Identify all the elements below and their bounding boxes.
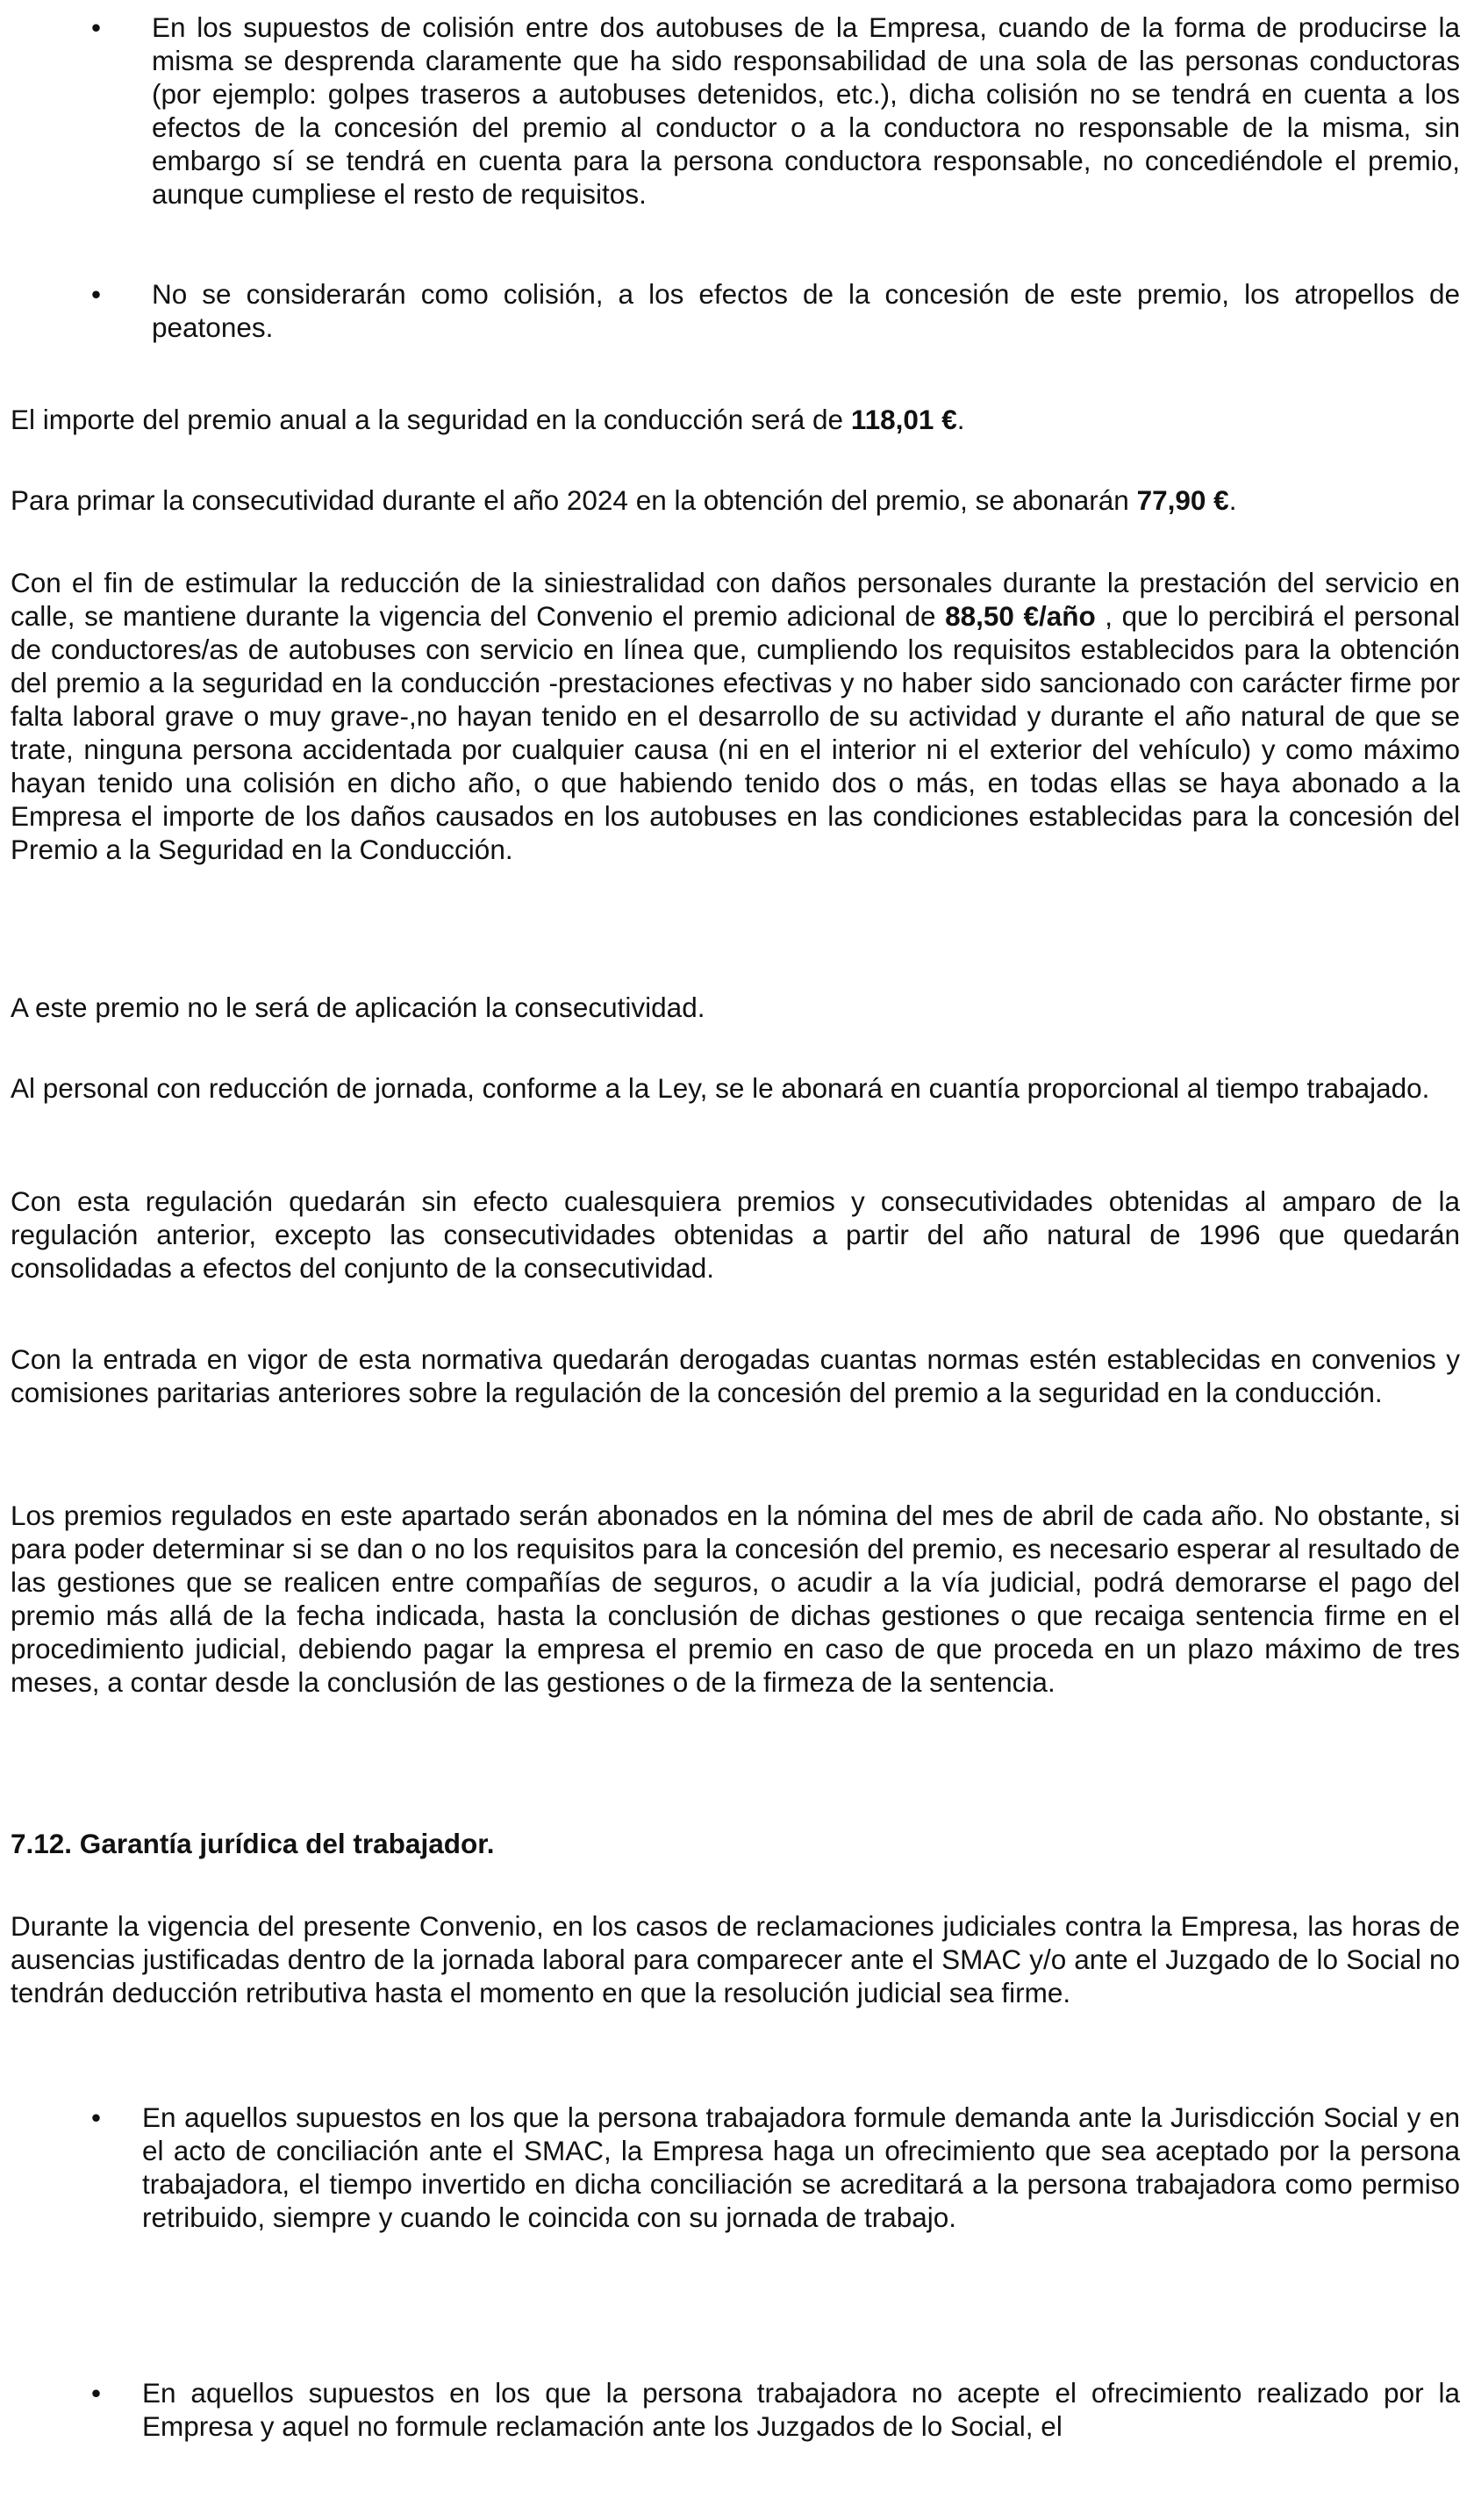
bullet-colision-autobuses [11, 11, 1460, 211]
section-heading: 7.12. Garantía jurídica del trabajador. [11, 1828, 495, 1859]
bullet-conciliacion-aceptada [11, 2101, 1460, 2234]
paragraph-consecutividad: Para primar la consecutividad durante el año 2024 en la obtención del premio, se abonarán 77,90 €. [11, 484, 1237, 516]
bullet-text: En aquellos supuestos en los que la persona trabajadora formule demanda ante la Jurisdicción Social y en el acto de conciliación ante el SMAC, la Empresa haga un ofrecimiento que sea aceptado por la persona trabajadora, el tiempo invertido en dicha conciliación se acreditará a la persona trabajadora como permiso retribuido, siempre y cuando le coincida con su jornada de trabajo. [142, 2101, 1460, 2233]
paragraph-abono: Los premios regulados en este apartado serán abonados en la nómina del mes de abril de cada año. No obstante, si para poder determinar si se dan o no los requisitos para la concesión del premio, es necesario esperar al resultado de las gestiones que se realicen entre compañías de seguros, o acudir a la vía judicial, podrá demorarse el pago del premio más allá de la fecha indicada, hasta la conclusión de dichas gestiones o que recaiga sentencia firme en el procedimiento judicial, debiendo pagar la empresa el premio en caso de que proceda en un plazo máximo de tres meses, a contar desde la conclusión de las gestiones o de la firmeza de la sentencia. [11, 1500, 1460, 1698]
bullet-dot: • [91, 2377, 102, 2409]
bullet-dot: • [91, 278, 102, 310]
paragraph-reduccion-jornada: Al personal con reducción de jornada, conforme a la Ley, se le abonará en cuantía proporcional al tiempo trabajado. [11, 1072, 1430, 1104]
paragraph-premio-anual: El importe del premio anual a la seguridad en la conducción será de 118,01 €. [11, 404, 965, 435]
amount-consecutividad: 77,90 € [1136, 484, 1229, 516]
bullet-text: En aquellos supuestos en los que la persona trabajadora no acepte el ofrecimiento realizado por la Empresa y aquel no formule reclamación ante los Juzgados de lo Social, el [142, 2377, 1460, 2442]
bullet-dot: • [91, 11, 102, 43]
paragraph-normativa: Con la entrada en vigor de esta normativa quedarán derogadas cuantas normas estén establecidas en convenios y comisiones paritarias anteriores sobre la regulación de la concesión del premio a la seguridad en la conducción. [11, 1343, 1460, 1408]
bullet-text: En los supuestos de colisión entre dos autobuses de la Empresa, cuando de la forma de producirse la misma se desprenda claramente que ha sido responsabilidad de una sola de las personas conductoras (por ejemplo: golpes traseros a autobuses detenidos, etc.), dicha colisión no se tendrá en cuenta a los efectos de la concesión del premio al conductor o a la conductora no responsable de la misma, sin embargo sí se tendrá en cuenta para la persona conductora responsable, no concediéndole el premio, aunque cumpliese el resto de requisitos. [152, 11, 1460, 210]
amount-premio-adicional: 88,50 €/año [945, 600, 1096, 632]
paragraph-regulacion: Con esta regulación quedarán sin efecto cualesquiera premios y consecutividades obtenidas al amparo de la regulación anterior, excepto las consecutividades obtenidas a partir del año natural de 1996 que quedarán consolidadas a efectos del conjunto de la consecutividad. [11, 1185, 1460, 1284]
section-intro: Durante la vigencia del presente Convenio, en los casos de reclamaciones judiciales contra la Empresa, las horas de ausencias justificadas dentro de la jornada laboral para comparecer ante el SMAC y/o ante el Juzgado de lo Social no tendrán deducción retributiva hasta el momento en que la resolución judicial sea firme. [11, 1910, 1460, 2008]
bullet-atropellos [11, 277, 1460, 344]
bullet-ofrecimiento-no-aceptado [11, 2376, 1460, 2443]
paragraph-siniestralidad: Con el fin de estimular la reducción de la siniestralidad con daños personales durante la prestación del servicio en calle, se mantiene durante la vigencia del Convenio el premio adicional de 88,50 €/año , que lo percibirá el personal de conductores/as de autobuses con servicio en línea que, cumpliendo los requisitos establecidos para la obtención del premio a la seguridad en la conducción -prestaciones efectivas y no haber sido sancionado con carácter firme por falta laboral grave o muy grave-,no hayan tenido en el desarrollo de su actividad y durante el año natural de que se trate, ninguna persona accidentada por cualquier causa (ni en el interior ni el exterior del vehículo) y como máximo hayan tenido una colisión en dicho año, o que habiendo tenido dos o más, en todas ellas se haya abonado a la Empresa el importe de los daños causados en los autobuses en las condiciones establecidas para la concesión del Premio a la Seguridad en la Conducción. [11, 567, 1460, 865]
paragraph-no-consecutividad: A este premio no le será de aplicación la consecutividad. [11, 992, 705, 1023]
bullet-dot: • [91, 2101, 102, 2133]
bullet-text: No se considerarán como colisión, a los efectos de la concesión de este premio, los atropellos de peatones. [152, 278, 1460, 343]
amount-premio-anual: 118,01 € [850, 404, 957, 435]
